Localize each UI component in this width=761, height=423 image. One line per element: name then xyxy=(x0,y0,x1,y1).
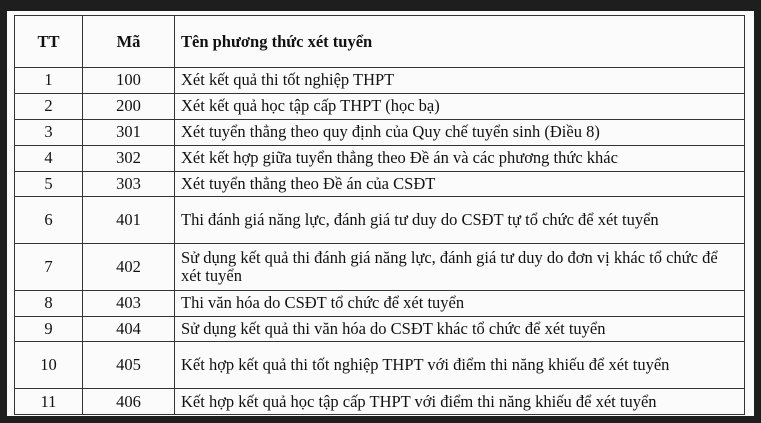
table-row xyxy=(15,197,745,244)
cell-tt: 7 xyxy=(15,244,83,291)
cell-tt: 5 xyxy=(15,171,83,197)
cell-tt: 3 xyxy=(15,119,83,145)
cell-method-name: Thi văn hóa do CSĐT tổ chức để xét tuyển xyxy=(175,290,745,316)
cell-code: 403 xyxy=(83,290,175,316)
cell-tt: 4 xyxy=(15,145,83,171)
table-row xyxy=(15,68,745,94)
cell-method-name: Kết hợp kết quả thi tốt nghiệp THPT với điểm thi năng khiếu để xét tuyển xyxy=(175,342,745,389)
cell-code: 302 xyxy=(83,145,175,171)
cell-code: 301 xyxy=(83,119,175,145)
cell-tt: 11 xyxy=(15,389,83,415)
cell-tt: 9 xyxy=(15,316,83,342)
cell-code: 401 xyxy=(83,197,175,244)
cell-method-name: Kết hợp kết quả học tập cấp THPT với điểm thi năng khiếu để xét tuyển xyxy=(175,389,745,415)
cell-tt: 6 xyxy=(15,197,83,244)
table-row xyxy=(15,119,745,145)
admission-methods-table xyxy=(14,15,745,415)
cell-code: 406 xyxy=(83,389,175,415)
cell-code: 303 xyxy=(83,171,175,197)
header-tt: TT xyxy=(15,16,83,68)
cell-method-name: Thi đánh giá năng lực, đánh giá tư duy do CSĐT tự tổ chức để xét tuyển xyxy=(175,197,745,244)
cell-tt: 1 xyxy=(15,68,83,94)
cell-method-name: Xét kết quả thi tốt nghiệp THPT xyxy=(175,68,745,94)
table-row xyxy=(15,93,745,119)
table-row xyxy=(15,342,745,389)
cell-code: 405 xyxy=(83,342,175,389)
header-code: Mã xyxy=(83,16,175,68)
cell-code: 404 xyxy=(83,316,175,342)
cell-method-name: Xét tuyển thẳng theo quy định của Quy chế tuyển sinh (Điều 8) xyxy=(175,119,745,145)
cell-method-name: Sử dụng kết quả thi đánh giá năng lực, đánh giá tư duy do đơn vị khác tổ chức để xét tuyển xyxy=(175,244,745,291)
table-row xyxy=(15,316,745,342)
table-row xyxy=(15,244,745,291)
table-header-row xyxy=(15,16,745,68)
table-row xyxy=(15,171,745,197)
cell-tt: 8 xyxy=(15,290,83,316)
cell-code: 100 xyxy=(83,68,175,94)
cell-method-name: Xét kết quả học tập cấp THPT (học bạ) xyxy=(175,93,745,119)
table-row xyxy=(15,145,745,171)
table-row xyxy=(15,290,745,316)
cell-code: 200 xyxy=(83,93,175,119)
cell-method-name: Xét kết hợp giữa tuyển thẳng theo Đề án và các phương thức khác xyxy=(175,145,745,171)
cell-method-name: Xét tuyển thẳng theo Đề án của CSĐT xyxy=(175,171,745,197)
cell-tt: 2 xyxy=(15,93,83,119)
header-method-name: Tên phương thức xét tuyển xyxy=(175,16,745,68)
cell-method-name: Sử dụng kết quả thi văn hóa do CSĐT khác tổ chức để xét tuyển xyxy=(175,316,745,342)
cell-tt: 10 xyxy=(15,342,83,389)
cell-code: 402 xyxy=(83,244,175,291)
table-row xyxy=(15,389,745,415)
